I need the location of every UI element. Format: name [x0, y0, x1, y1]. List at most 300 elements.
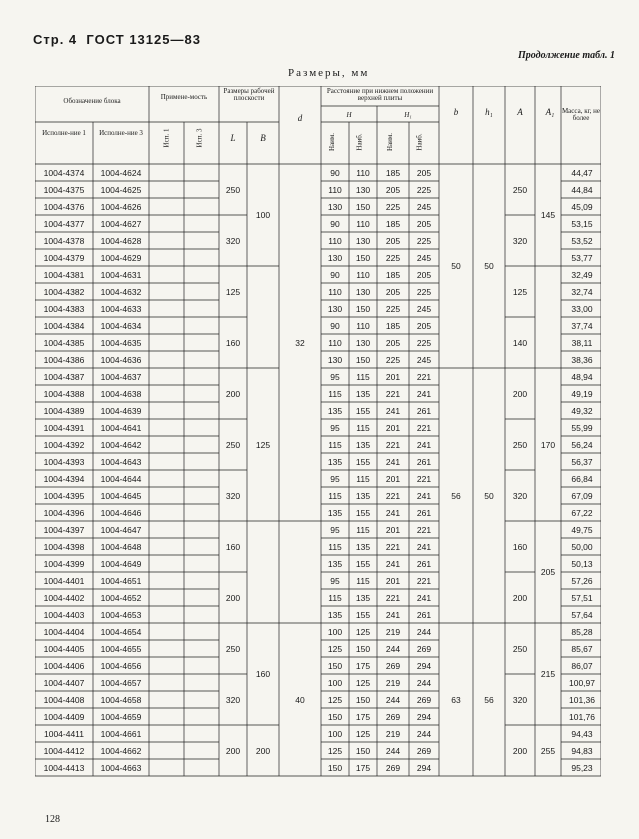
- cell-block-v1: 1004-4401: [43, 575, 85, 586]
- cell-h-max: 175: [355, 711, 371, 722]
- col-v3-header: Исполне-ние 3: [99, 129, 143, 137]
- cell-h1-min: 244: [385, 643, 401, 654]
- cell-mass: 49,32: [571, 405, 593, 416]
- cell-a: 125: [512, 286, 528, 297]
- cell-h-min: 135: [327, 609, 343, 620]
- cell-h-max: 155: [355, 456, 371, 467]
- cell-a1: 215: [540, 669, 556, 679]
- cell-mass: 32,49: [571, 269, 593, 280]
- cell-h1-max: 244: [416, 626, 432, 637]
- cell-block-v3: 1004-4635: [100, 337, 142, 348]
- col-H1-header: H₁: [404, 111, 412, 119]
- cell-block-v3: 1004-4631: [100, 269, 142, 280]
- cell-block-v1: 1004-4374: [43, 167, 85, 178]
- col-L-header: L: [230, 133, 236, 143]
- cell-mass: 44,84: [571, 184, 593, 195]
- cell-a: 140: [512, 337, 528, 348]
- page-label: Стр. 4: [33, 32, 78, 47]
- cell-h-min: 115: [328, 592, 342, 603]
- cell-h-max: 130: [355, 184, 371, 195]
- col-h1-header: h₁: [485, 107, 493, 117]
- cell-d: 32: [295, 337, 305, 348]
- cell-h-max: 150: [355, 303, 371, 314]
- cell-a: 320: [512, 235, 528, 246]
- cell-block-v3: 1004-4649: [100, 558, 142, 569]
- col-H-header: H: [346, 111, 352, 119]
- cell-mass: 33,00: [571, 303, 593, 314]
- cell-a: 160: [512, 541, 528, 552]
- cell-block-v1: 1004-4386: [43, 354, 85, 365]
- cell-a1: 145: [540, 210, 556, 220]
- cell-h1: 56: [484, 694, 494, 705]
- cell-h-min: 135: [327, 507, 343, 518]
- cell-h-min: 130: [327, 252, 343, 263]
- cell-h-max: 135: [355, 388, 371, 399]
- cell-h-min: 95: [330, 422, 340, 433]
- cell-h1-max: 261: [416, 507, 432, 518]
- cell-h-max: 155: [355, 558, 371, 569]
- cell-mass: 55,99: [571, 422, 593, 433]
- cell-h1-min: 205: [385, 235, 401, 246]
- cell-h1-max: 205: [416, 167, 432, 178]
- cell-h1-max: 221: [416, 371, 432, 382]
- cell-l: 250: [225, 643, 241, 654]
- cell-l: 200: [225, 745, 241, 756]
- cell-mass: 38,36: [571, 354, 593, 365]
- cell-h1-max: 225: [416, 184, 432, 195]
- col-mass-header: Масса, кг, не более: [561, 107, 601, 123]
- cell-h1-max: 241: [416, 388, 432, 399]
- cell-block-v3: 1004-4645: [100, 490, 142, 501]
- col-work-header: Размеры рабочей плоскости: [223, 87, 275, 103]
- cell-h1-max: 221: [416, 575, 432, 586]
- cell-l: 250: [225, 439, 241, 450]
- cell-h1-min: 185: [385, 218, 401, 229]
- cell-h-max: 135: [355, 490, 371, 501]
- cell-a: 200: [512, 745, 528, 756]
- cell-block-v3: 1004-4629: [100, 252, 142, 263]
- cell-h1-min: 225: [385, 354, 401, 365]
- cell-block-v1: 1004-4383: [43, 303, 85, 314]
- cell-a1: 170: [540, 439, 556, 450]
- cell-h-min: 115: [328, 541, 342, 552]
- cell-h1-max: 205: [416, 218, 432, 229]
- cell-mass: 45,09: [571, 201, 593, 212]
- cell-h-min: 115: [328, 388, 342, 399]
- cell-h1-min: 219: [385, 728, 401, 739]
- cell-h1-max: 269: [416, 745, 432, 756]
- cell-block-v3: 1004-4662: [100, 745, 142, 756]
- cell-h1-min: 221: [385, 388, 401, 399]
- cell-block-v1: 1004-4403: [43, 609, 85, 620]
- cell-h-max: 135: [355, 439, 371, 450]
- cell-h-max: 110: [356, 167, 370, 178]
- col-A1-header: A₁: [545, 107, 555, 117]
- cell-block-v1: 1004-4396: [43, 507, 85, 518]
- cell-block-v3: 1004-4638: [100, 388, 142, 399]
- cell-h1-min: 185: [385, 320, 401, 331]
- cell-h1-max: 294: [416, 660, 432, 671]
- cell-block-v3: 1004-4642: [100, 439, 142, 450]
- cell-block-v1: 1004-4398: [43, 541, 85, 552]
- cell-h-min: 150: [327, 762, 343, 773]
- cell-l: 160: [225, 337, 241, 348]
- cell-h1-min: 225: [385, 201, 401, 212]
- cell-h1-max: 245: [416, 201, 432, 212]
- cell-block-v1: 1004-4393: [43, 456, 85, 467]
- cell-block-v3: 1004-4624: [100, 167, 142, 178]
- cell-h-min: 150: [327, 711, 343, 722]
- cell-h1-max: 245: [416, 354, 432, 365]
- cell-mass: 94,43: [571, 728, 593, 739]
- cell-h-min: 130: [327, 201, 343, 212]
- continuation-note: Продолжение табл. 1: [517, 50, 615, 61]
- cell-block-v1: 1004-4413: [43, 762, 85, 773]
- cell-mass: 94,83: [571, 745, 593, 756]
- cell-block-v3: 1004-4641: [100, 422, 142, 433]
- cell-a: 200: [512, 388, 528, 399]
- cell-block-v3: 1004-4643: [100, 456, 142, 467]
- cell-block-v1: 1004-4411: [43, 728, 85, 739]
- cell-h-max: 130: [355, 337, 371, 348]
- cell-h-min: 100: [327, 677, 343, 688]
- cell-h1-min: 221: [385, 592, 401, 603]
- cell-h-min: 125: [327, 694, 343, 705]
- cell-block-v3: 1004-4633: [100, 303, 142, 314]
- cell-h1-max: 241: [416, 541, 432, 552]
- cell-h-min: 100: [327, 728, 343, 739]
- cell-h1: 50: [484, 490, 494, 501]
- cell-a: 320: [512, 694, 528, 705]
- cell-h-min: 110: [328, 235, 342, 246]
- cell-h-min: 90: [330, 320, 340, 331]
- cell-h1-min: 219: [385, 626, 401, 637]
- cell-block-v3: 1004-4625: [100, 184, 142, 195]
- cell-h-min: 110: [328, 337, 342, 348]
- cell-h1-max: 269: [416, 694, 432, 705]
- cell-h1-min: 241: [385, 405, 401, 416]
- cell-h-min: 135: [327, 456, 343, 467]
- cell-block-v3: 1004-4652: [100, 592, 142, 603]
- cell-mass: 57,64: [571, 609, 593, 620]
- cell-h-max: 115: [356, 371, 370, 382]
- col-v1-header: Исполне-ние 1: [42, 129, 86, 137]
- cell-h1: 50: [484, 261, 494, 271]
- cell-h-max: 175: [355, 660, 371, 671]
- cell-block-v3: 1004-4658: [100, 694, 142, 705]
- cell-a: 320: [512, 490, 528, 501]
- col-H1-max-header: Наиб.: [415, 133, 424, 151]
- cell-h1-min: 205: [385, 184, 401, 195]
- cell-mass: 48,94: [571, 371, 593, 382]
- cell-h1-max: 205: [416, 320, 432, 331]
- col-H1-min-header: Наим.: [386, 132, 395, 152]
- cell-h1-min: 185: [385, 167, 401, 178]
- cell-h1-max: 261: [416, 558, 432, 569]
- cell-h-min: 115: [328, 439, 342, 450]
- standard-label: ГОСТ 13125—83: [86, 32, 201, 47]
- cell-block-v3: 1004-4636: [100, 354, 142, 365]
- cell-block-v1: 1004-4399: [43, 558, 85, 569]
- cell-h1-min: 205: [385, 286, 401, 297]
- cell-block-v1: 1004-4397: [43, 524, 85, 535]
- cell-block-v3: 1004-4653: [100, 609, 142, 620]
- page-header: [33, 32, 201, 47]
- cell-h-max: 155: [355, 609, 371, 620]
- cell-mass: 66,84: [571, 473, 593, 484]
- cell-h-max: 125: [355, 728, 371, 739]
- cell-block-v3: 1004-4659: [100, 711, 142, 722]
- cell-h-min: 100: [327, 626, 343, 637]
- cell-b: 125: [255, 439, 271, 450]
- cell-h1-min: 241: [385, 456, 401, 467]
- cell-block-v1: 1004-4412: [43, 745, 85, 756]
- cell-h-max: 115: [356, 473, 370, 484]
- cell-h1-min: 201: [385, 371, 401, 382]
- cell-h-max: 150: [355, 252, 371, 263]
- cell-mass: 53,77: [571, 252, 593, 263]
- cell-h1-min: 219: [385, 677, 401, 688]
- cell-mass: 95,23: [571, 762, 593, 773]
- cell-h-min: 95: [330, 524, 340, 535]
- cell-block-v1: 1004-4388: [43, 388, 85, 399]
- cell-mass: 49,75: [571, 524, 593, 535]
- cell-h-min: 95: [330, 371, 340, 382]
- cell-h1-max: 244: [416, 728, 432, 739]
- cell-mass: 50,00: [571, 541, 593, 552]
- cell-block-v1: 1004-4385: [43, 337, 85, 348]
- cell-h-min: 110: [328, 286, 342, 297]
- cell-h1-min: 205: [385, 337, 401, 348]
- cell-block-v3: 1004-4647: [100, 524, 142, 535]
- cell-h1-min: 221: [385, 439, 401, 450]
- cell-l: 200: [225, 592, 241, 603]
- col-A-header: A: [517, 107, 523, 117]
- cell-block-v3: 1004-4656: [100, 660, 142, 671]
- cell-block-v3: 1004-4632: [100, 286, 142, 297]
- col-b-header: b: [453, 107, 459, 117]
- cell-l: 125: [225, 286, 241, 297]
- cell-h1-min: 269: [385, 660, 401, 671]
- cell-a1: 255: [540, 745, 556, 756]
- cell-h1-max: 225: [416, 235, 432, 246]
- cell-block-v1: 1004-4377: [43, 218, 85, 229]
- cell-h1-max: 205: [416, 269, 432, 280]
- cell-h1-max: 261: [416, 405, 432, 416]
- cell-h1-min: 244: [385, 745, 401, 756]
- cell-mass: 100,97: [569, 677, 595, 688]
- cell-h1-max: 269: [416, 643, 432, 654]
- cell-mass: 56,37: [571, 456, 593, 467]
- col-H-min-header: Наим.: [328, 132, 337, 152]
- cell-h-max: 155: [355, 405, 371, 416]
- cell-h-min: 90: [330, 167, 340, 178]
- cell-h1-min: 269: [385, 762, 401, 773]
- col-d-header: d: [297, 113, 303, 123]
- cell-h1-max: 225: [416, 286, 432, 297]
- cell-a: 250: [512, 184, 528, 195]
- cell-h1-max: 241: [416, 439, 432, 450]
- cell-mass: 37,74: [571, 320, 593, 331]
- cell-h1-min: 201: [385, 575, 401, 586]
- cell-l: 250: [225, 184, 241, 195]
- cell-h-min: 130: [327, 354, 343, 365]
- col-block-header: Обозначение блока: [63, 97, 121, 105]
- cell-l: 320: [225, 235, 241, 246]
- cell-a: 250: [512, 439, 528, 450]
- dims-title: Размеры, мм: [288, 67, 370, 79]
- cell-h-min: 95: [330, 473, 340, 484]
- cell-block-v1: 1004-4376: [43, 201, 85, 212]
- cell-block-v3: 1004-4651: [100, 575, 142, 586]
- cell-h1-min: 221: [385, 490, 401, 501]
- col-applic-header: Примене-мость: [160, 93, 208, 101]
- cell-mass: 56,24: [571, 439, 593, 450]
- cell-h1-min: 241: [385, 558, 401, 569]
- cell-block-v1: 1004-4409: [43, 711, 85, 722]
- cell-mass: 101,76: [569, 711, 595, 722]
- cell-h1-max: 244: [416, 677, 432, 688]
- cell-h-min: 90: [330, 269, 340, 280]
- cell-h1-max: 294: [416, 762, 432, 773]
- col-B-header: B: [260, 133, 266, 143]
- cell-block-v3: 1004-4661: [100, 728, 142, 739]
- cell-block-v1: 1004-4389: [43, 405, 85, 416]
- cell-h1-min: 241: [385, 507, 401, 518]
- cell-h-max: 115: [356, 422, 370, 433]
- cell-h1-max: 261: [416, 609, 432, 620]
- cell-h1-max: 221: [416, 524, 432, 535]
- cell-h-min: 125: [327, 643, 343, 654]
- cell-mass: 57,51: [571, 592, 593, 603]
- cell-mass: 44,47: [571, 167, 593, 178]
- cell-h-max: 110: [356, 218, 370, 229]
- cell-mass: 53,15: [571, 218, 593, 229]
- cell-h-max: 130: [355, 235, 371, 246]
- cell-h1-max: 245: [416, 303, 432, 314]
- cell-block-v3: 1004-4626: [100, 201, 142, 212]
- cell-block-v1: 1004-4392: [43, 439, 85, 450]
- cell-block-v3: 1004-4639: [100, 405, 142, 416]
- cell-h-min: 95: [330, 575, 340, 586]
- cell-h-min: 135: [327, 558, 343, 569]
- cell-block-v1: 1004-4384: [43, 320, 85, 331]
- cell-h1-min: 185: [385, 269, 401, 280]
- cell-h1-max: 225: [416, 337, 432, 348]
- cell-h-min: 115: [328, 490, 342, 501]
- cell-h1-min: 244: [385, 694, 401, 705]
- cell-block-v1: 1004-4394: [43, 473, 85, 484]
- cell-h1-min: 241: [385, 609, 401, 620]
- cell-h-min: 90: [330, 218, 340, 229]
- cell-block-v3: 1004-4648: [100, 541, 142, 552]
- cell-block-v1: 1004-4387: [43, 371, 85, 382]
- cell-h-max: 115: [356, 575, 370, 586]
- col-H-max-header: Наиб.: [355, 133, 364, 151]
- cell-h1-min: 269: [385, 711, 401, 722]
- cell-h-min: 130: [327, 303, 343, 314]
- cell-h1-min: 225: [385, 303, 401, 314]
- cell-h-max: 110: [356, 320, 370, 331]
- cell-d: 40: [295, 694, 305, 705]
- cell-h-max: 135: [355, 592, 371, 603]
- cell-mass: 101,36: [569, 694, 595, 705]
- cell-block-v3: 1004-4627: [100, 218, 142, 229]
- cell-block-v3: 1004-4637: [100, 371, 142, 382]
- cell-mass: 85,67: [571, 643, 593, 654]
- col-isp1-header: Исп. 1: [162, 128, 171, 148]
- cell-block-v1: 1004-4404: [43, 626, 85, 637]
- cell-h-min: 150: [327, 660, 343, 671]
- cell-block-v1: 1004-4395: [43, 490, 85, 501]
- cell-h1-max: 241: [416, 490, 432, 501]
- cell-h-max: 150: [355, 643, 371, 654]
- cell-a: 200: [512, 592, 528, 603]
- cell-h1-max: 294: [416, 711, 432, 722]
- cell-h-max: 150: [355, 694, 371, 705]
- cell-l: 160: [225, 541, 241, 552]
- cell-mass: 50,13: [571, 558, 593, 569]
- cell-mass: 67,09: [571, 490, 593, 501]
- cell-block-v1: 1004-4381: [43, 269, 85, 280]
- cell-h-max: 125: [355, 626, 371, 637]
- cell-h1-min: 221: [385, 541, 401, 552]
- cell-mass: 38,11: [571, 337, 593, 348]
- cell-h1-max: 221: [416, 473, 432, 484]
- col-isp3-header: Исп. 3: [195, 128, 204, 148]
- col-dist-header: Расстояние при нижнем положении верхней плиты: [326, 87, 434, 103]
- cell-b: 63: [451, 694, 461, 705]
- cell-mass: 49,19: [571, 388, 593, 399]
- cell-b: 56: [451, 490, 461, 501]
- cell-h-max: 155: [355, 507, 371, 518]
- cell-block-v3: 1004-4654: [100, 626, 142, 637]
- cell-l: 320: [225, 694, 241, 705]
- cell-h-max: 150: [355, 745, 371, 756]
- cell-a1: 205: [540, 567, 556, 577]
- cell-block-v3: 1004-4628: [100, 235, 142, 246]
- cell-block-v1: 1004-4391: [43, 422, 85, 433]
- cell-h1-max: 245: [416, 252, 432, 263]
- cell-h-max: 130: [355, 286, 371, 297]
- cell-mass: 67,22: [571, 507, 593, 518]
- cell-mass: 32,74: [571, 286, 593, 297]
- cell-h1-min: 201: [385, 524, 401, 535]
- cell-block-v1: 1004-4406: [43, 660, 85, 671]
- cell-h1-min: 225: [385, 252, 401, 263]
- cell-block-v1: 1004-4382: [43, 286, 85, 297]
- cell-h1-max: 241: [416, 592, 432, 603]
- cell-a: 250: [512, 643, 528, 654]
- cell-mass: 85,28: [571, 626, 593, 637]
- cell-h-max: 150: [355, 201, 371, 212]
- cell-h-min: 110: [328, 184, 342, 195]
- cell-mass: 53,52: [571, 235, 593, 246]
- cell-h1-min: 201: [385, 473, 401, 484]
- cell-block-v3: 1004-4644: [100, 473, 142, 484]
- cell-b: 50: [451, 261, 461, 271]
- cell-block-v3: 1004-4655: [100, 643, 142, 654]
- cell-h1-min: 201: [385, 422, 401, 433]
- cell-block-v3: 1004-4657: [100, 677, 142, 688]
- cell-h-max: 125: [355, 677, 371, 688]
- cell-h-max: 175: [355, 762, 371, 773]
- cell-l: 200: [225, 388, 241, 399]
- cell-h1-max: 261: [416, 456, 432, 467]
- cell-block-v1: 1004-4407: [43, 677, 85, 688]
- dimensions-table: [35, 86, 601, 800]
- cell-b: 160: [255, 669, 271, 679]
